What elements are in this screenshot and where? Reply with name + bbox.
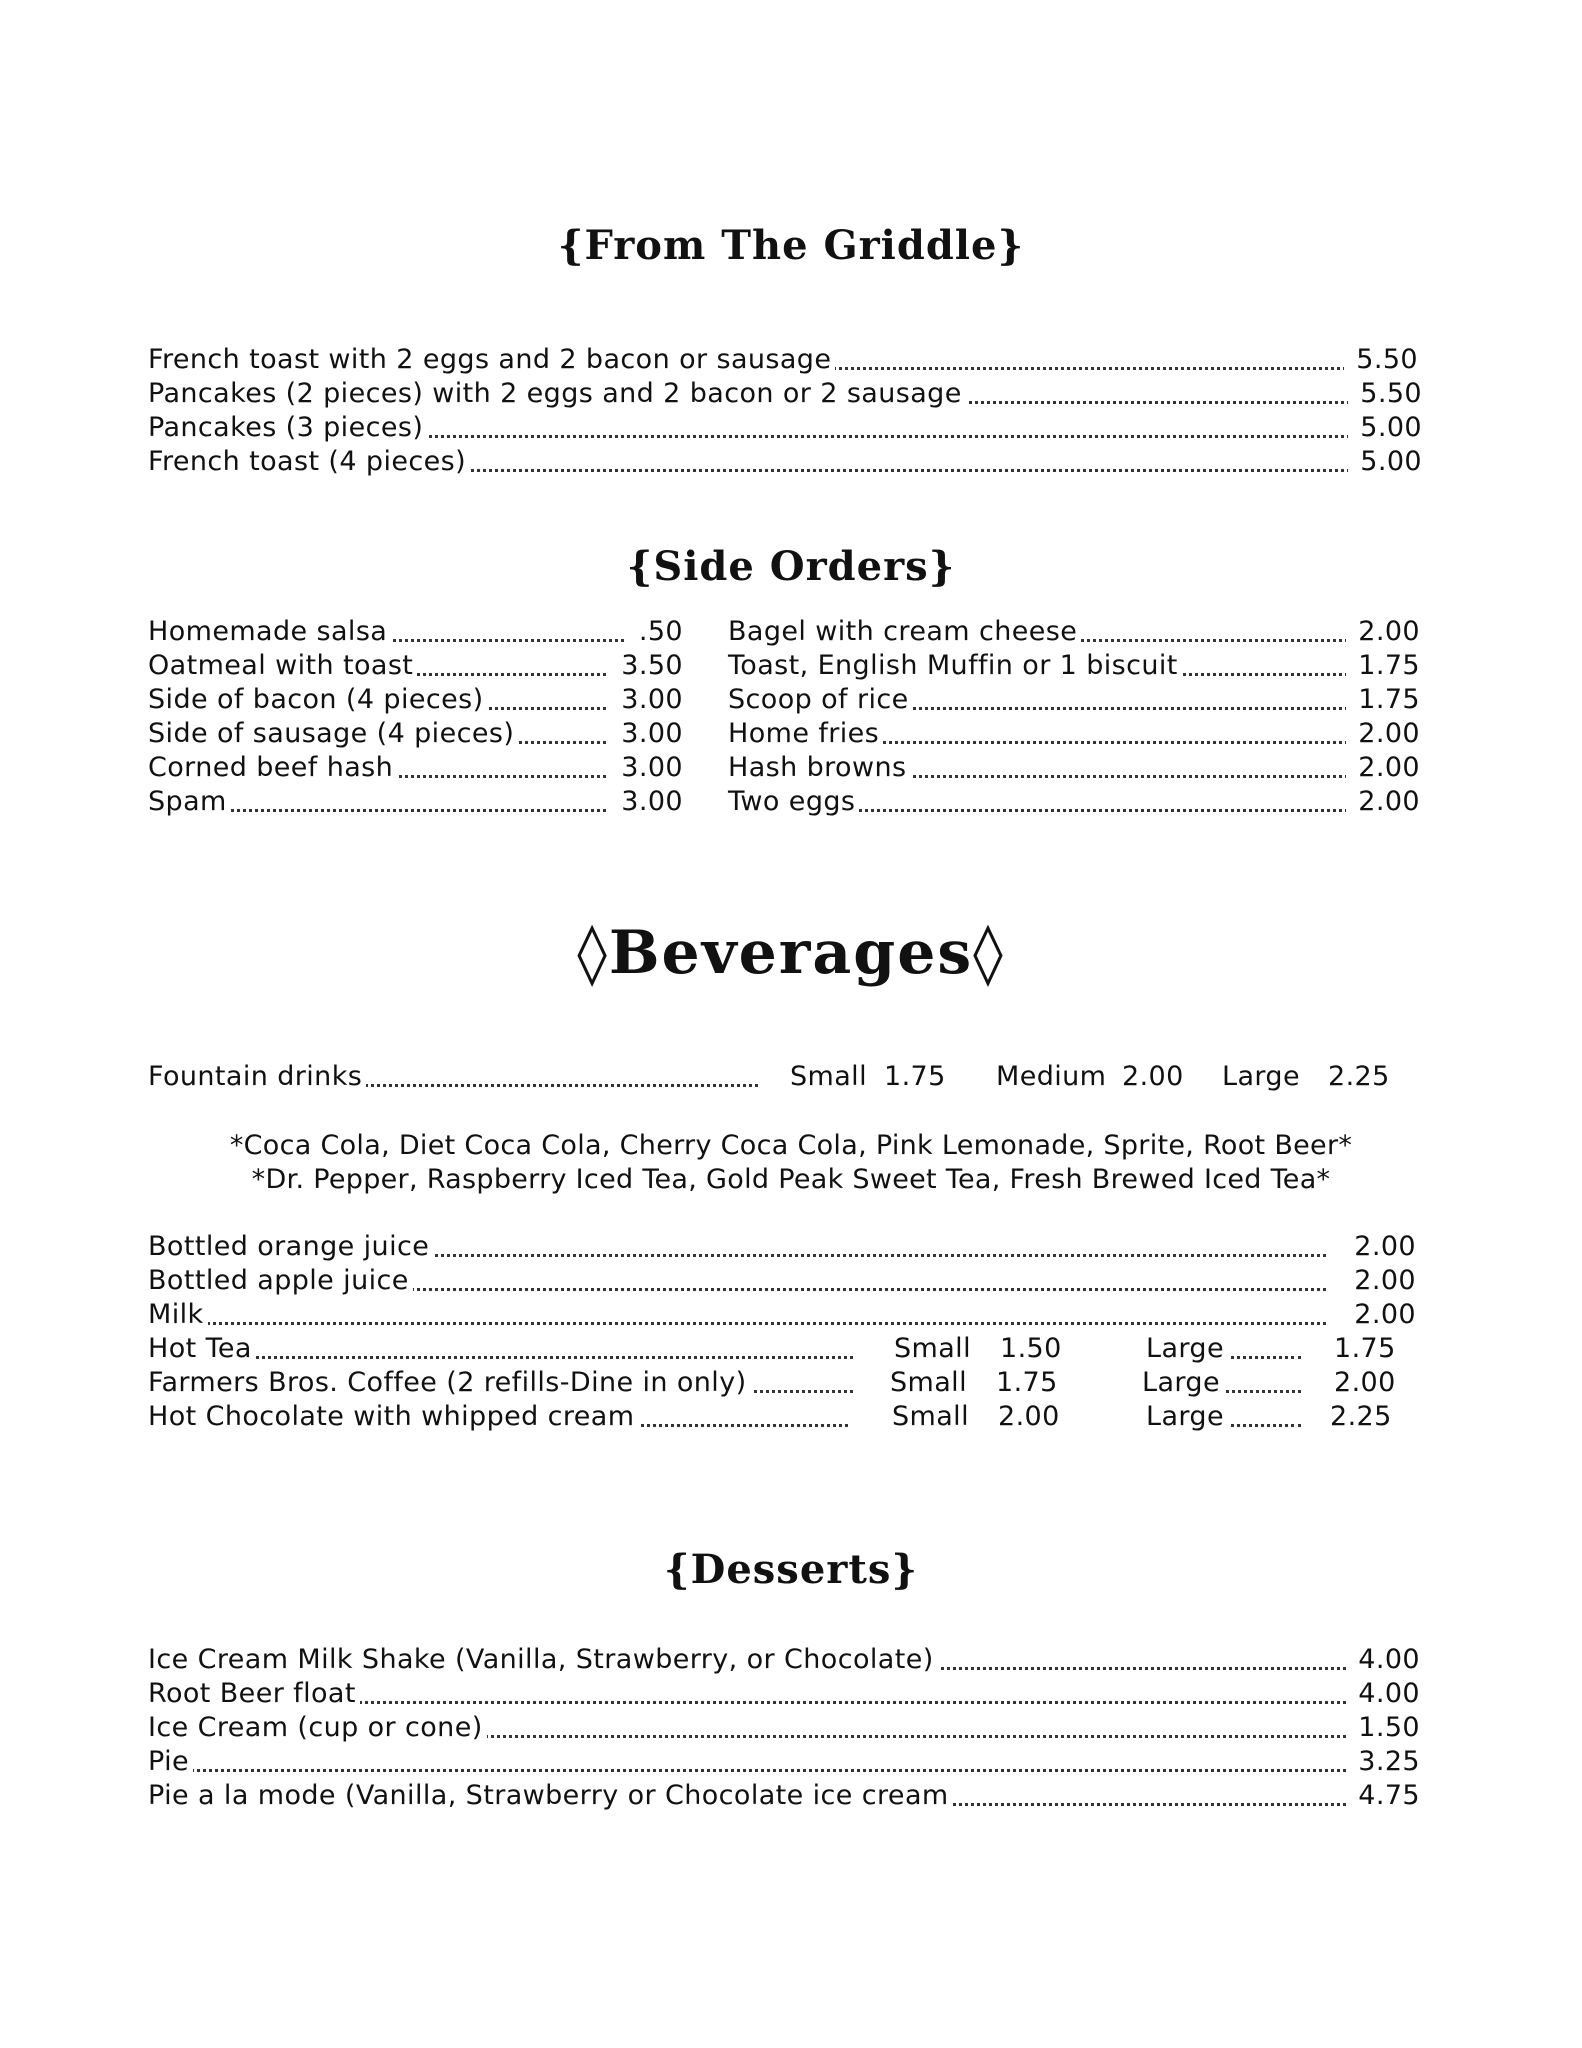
menu-item (148, 649, 683, 683)
item-name: French toast with 2 eggs and 2 bacon or sausage (148, 343, 835, 377)
item-price: 2.00 (1346, 751, 1420, 785)
menu-item (148, 1643, 1420, 1677)
menu-item (728, 649, 1420, 683)
menu-item (148, 1264, 1416, 1298)
fountain-flavors-line: *Coca Cola, Diet Coca Cola, Cherry Coca Cola, Pink Lemonade, Sprite, Root Beer* (229, 1130, 1353, 1161)
item-price: 2.00 (1342, 1298, 1416, 1332)
beverages-heading: ◊Beverages◊ (577, 918, 1005, 988)
menu-item (148, 751, 683, 785)
item-price: 3.50 (609, 649, 683, 683)
item-name: Farmers Bros. Coffee (2 refills-Dine in only) (148, 1366, 751, 1400)
item-price: 2.00 (1342, 1230, 1416, 1264)
item-name: Toast, English Muffin or 1 biscuit (728, 649, 1182, 683)
item-price: 2.00 (1346, 615, 1420, 649)
item-price: 5.00 (1348, 445, 1422, 479)
size-label: Small (890, 1367, 967, 1398)
item-price: 1.50 (1346, 1711, 1420, 1745)
item-price: 4.00 (1346, 1677, 1420, 1711)
item-name: Fountain drinks (148, 1060, 366, 1094)
item-name: Ice Cream Milk Shake (Vanilla, Strawberry, or Chocolate) (148, 1643, 938, 1677)
item-price: 5.50 (1348, 377, 1422, 411)
size-price: 1.75 (1334, 1333, 1396, 1364)
size-price: 2.00 (1334, 1367, 1396, 1398)
size-price: 2.25 (1328, 1061, 1390, 1092)
menu-item (728, 785, 1420, 819)
item-name: Pie (148, 1745, 193, 1779)
menu-item (148, 445, 1422, 479)
item-name: Hot Tea (148, 1332, 256, 1366)
menu-item (148, 1298, 1416, 1332)
menu-item (728, 683, 1420, 717)
menu-item (148, 1230, 1416, 1264)
menu-item (148, 1677, 1420, 1711)
item-name: Pie a la mode (Vanilla, Strawberry or Chocolate ice cream (148, 1779, 953, 1813)
item-name: Pancakes (2 pieces) with 2 eggs and 2 bacon or 2 sausage (148, 377, 966, 411)
item-name: Pancakes (3 pieces) (148, 411, 427, 445)
menu-item (148, 343, 1418, 377)
item-name: Ice Cream (cup or cone) (148, 1711, 487, 1745)
menu-item (728, 751, 1420, 785)
item-name: Root Beer float (148, 1677, 360, 1711)
item-price: 5.00 (1348, 411, 1422, 445)
side-orders-heading: {Side Orders} (626, 543, 956, 590)
menu-item (148, 1366, 853, 1400)
fountain-flavors-line: *Dr. Pepper, Raspberry Iced Tea, Gold Peak Sweet Tea, Fresh Brewed Iced Tea* (251, 1164, 1331, 1195)
item-price: 2.00 (1342, 1264, 1416, 1298)
size-price: 2.00 (998, 1401, 1060, 1432)
menu-item (148, 717, 683, 751)
item-name: Two eggs (728, 785, 859, 819)
menu-item (148, 1711, 1420, 1745)
item-name: Side of bacon (4 pieces) (148, 683, 488, 717)
item-price: 2.00 (1346, 717, 1420, 751)
item-price: 4.75 (1346, 1779, 1420, 1813)
size-price: 1.75 (996, 1367, 1058, 1398)
size-label: Large (1222, 1061, 1300, 1092)
item-name: Hot Chocolate with whipped cream (148, 1400, 638, 1434)
menu-item (148, 1332, 853, 1366)
item-name: Corned beef hash (148, 751, 397, 785)
griddle-heading: {From The Griddle} (557, 222, 1025, 269)
size-label: Large (1142, 1366, 1301, 1400)
menu-item (148, 411, 1422, 445)
item-price: 1.75 (1346, 683, 1420, 717)
item-price: 1.75 (1346, 649, 1420, 683)
item-name: Hash browns (728, 751, 910, 785)
item-price: 3.00 (609, 751, 683, 785)
size-price: 2.00 (1122, 1061, 1184, 1092)
menu-item (148, 615, 683, 649)
item-name: Bottled apple juice (148, 1264, 413, 1298)
item-name: Milk (148, 1298, 208, 1332)
item-price: 3.25 (1346, 1745, 1420, 1779)
size-label: Small (790, 1061, 867, 1092)
menu-item (728, 717, 1420, 751)
item-price: 2.00 (1346, 785, 1420, 819)
size-label: Small (892, 1401, 969, 1432)
item-name: Side of sausage (4 pieces) (148, 717, 518, 751)
menu-item (148, 1060, 758, 1094)
menu-item (148, 1779, 1420, 1813)
size-label: Large (1146, 1400, 1301, 1434)
item-name: Bagel with cream cheese (728, 615, 1081, 649)
item-price: 5.50 (1344, 343, 1418, 377)
size-price: 1.50 (1000, 1333, 1062, 1364)
menu-item (148, 1400, 848, 1434)
item-name: Homemade salsa (148, 615, 391, 649)
item-name: Oatmeal with toast (148, 649, 417, 683)
item-name: Spam (148, 785, 231, 819)
item-price: 3.00 (609, 717, 683, 751)
menu-item (728, 615, 1420, 649)
size-label: Large (1146, 1332, 1301, 1366)
size-price: 1.75 (884, 1061, 946, 1092)
item-price: .50 (627, 615, 683, 649)
menu-item (148, 683, 683, 717)
size-price: 2.25 (1330, 1401, 1392, 1432)
item-name: French toast (4 pieces) (148, 445, 470, 479)
item-price: 3.00 (609, 785, 683, 819)
item-name: Home fries (728, 717, 883, 751)
item-name: Bottled orange juice (148, 1230, 433, 1264)
menu-item (148, 377, 1422, 411)
size-label: Small (894, 1333, 971, 1364)
item-price: 3.00 (609, 683, 683, 717)
desserts-heading: {Desserts} (663, 1546, 919, 1593)
size-label: Medium (996, 1061, 1107, 1092)
menu-item (148, 1745, 1420, 1779)
menu-item (148, 785, 683, 819)
item-name: Scoop of rice (728, 683, 913, 717)
item-price: 4.00 (1346, 1643, 1420, 1677)
